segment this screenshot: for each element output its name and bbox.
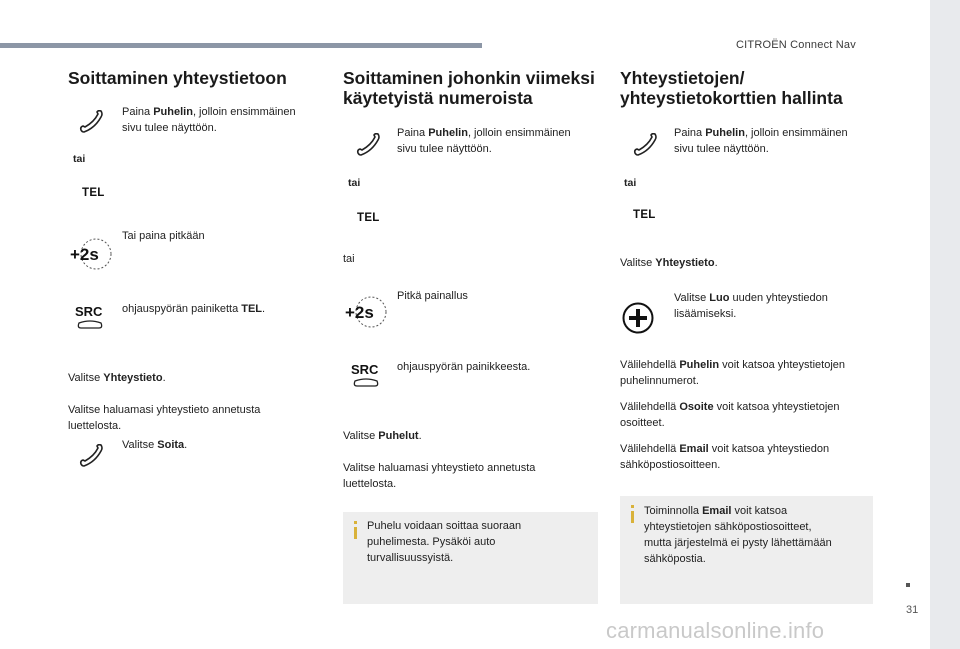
steering-src-button-icon (349, 361, 385, 389)
tel-button-label: TEL (633, 209, 656, 221)
tel-button-label: TEL (357, 212, 380, 224)
page-marker-dot (906, 583, 910, 587)
step-press-phone: Paina Puhelin, jolloin ensimmäinen sivu tulee näyttöön. (674, 127, 848, 155)
choose-from-list-text: Valitse haluamasi yhteystieto annetusta luettelosta. (343, 462, 536, 490)
info-note-text: Toiminnolla Email voit katsoa yhteystietojen sähköpostiosoitteet, mutta järjestelmä ei pysty lähettämään sähköpostia. (644, 505, 832, 565)
long-press-2s-icon (343, 294, 389, 330)
section-title-contact-management: Yhteystietojen/ yhteystietokorttien hallinta (620, 68, 843, 108)
step-press-phone: Paina Puhelin, jolloin ensimmäinen sivu tulee näyttöön. (397, 127, 571, 155)
tab-email-text: Välilehdellä Email voit katsoa yhteystiedon sähköpostiosoitteen. (620, 443, 830, 471)
add-contact-plus-icon (621, 301, 655, 335)
src-text: ohjauspyörän painikkeesta. (397, 361, 531, 373)
choose-from-list-text: Valitse haluamasi yhteystieto annetusta luettelosta. (68, 404, 261, 432)
select-contact-text: Valitse Yhteystieto. (68, 372, 166, 384)
phone-handset-icon (78, 110, 104, 134)
phone-handset-icon (355, 133, 381, 157)
or-label: tai (348, 177, 361, 189)
phone-handset-icon (632, 133, 658, 157)
src-text: ohjauspyörän painiketta TEL. (122, 303, 266, 315)
svg-text:+2s: +2s (345, 303, 374, 322)
watermark: carmanualsonline.info (606, 618, 825, 643)
section-title-call-contact: Soittaminen yhteystietoon (68, 68, 287, 88)
svg-text:SRC: SRC (351, 362, 379, 377)
section-title-recent-numbers: Soittaminen johonkin viimeksi käytetyistä numeroista (343, 68, 595, 108)
or-label: tai (73, 153, 86, 165)
svg-text:+2s: +2s (70, 245, 99, 264)
info-note (343, 512, 598, 604)
info-note (620, 496, 873, 604)
info-icon-bar (631, 511, 634, 523)
create-contact-text: Valitse Luo uuden yhteystiedon lisäämiseksi. (674, 292, 828, 320)
steering-src-button-icon (73, 303, 109, 331)
info-icon-dot (354, 521, 357, 524)
select-calls-text: Valitse Puhelut. (343, 430, 422, 442)
brand-title: CITROËN Connect Nav (736, 39, 856, 51)
header-rule (0, 43, 482, 48)
long-press-text: Pitkä painallus (397, 290, 468, 302)
long-press-2s-icon (68, 236, 114, 272)
svg-text:SRC: SRC (75, 304, 103, 319)
select-contact-text: Valitse Yhteystieto. (620, 257, 718, 269)
phone-handset-icon (78, 444, 104, 468)
page-number: 31 (906, 604, 919, 616)
or-label: tai (624, 177, 637, 189)
step-press-phone: Paina Puhelin, jolloin ensimmäinen sivu tulee näyttöön. (122, 106, 296, 134)
or-label-plain: tai (343, 253, 355, 265)
tab-phone-text: Välilehdellä Puhelin voit katsoa yhteystietojen puhelinnumerot. (620, 359, 846, 387)
tel-button-label: TEL (82, 187, 105, 199)
page-side-strip (930, 0, 960, 649)
tab-address-text: Välilehdellä Osoite voit katsoa yhteystietojen osoitteet. (620, 401, 840, 429)
info-icon-bar (354, 527, 357, 539)
info-icon-dot (631, 505, 634, 508)
select-call-text: Valitse Soita. (122, 439, 188, 451)
long-press-text: Tai paina pitkään (122, 230, 205, 242)
info-note-text: Puhelu voidaan soittaa suoraan puhelimesta. Pysäköi auto turvallisuussyistä. (367, 520, 522, 564)
